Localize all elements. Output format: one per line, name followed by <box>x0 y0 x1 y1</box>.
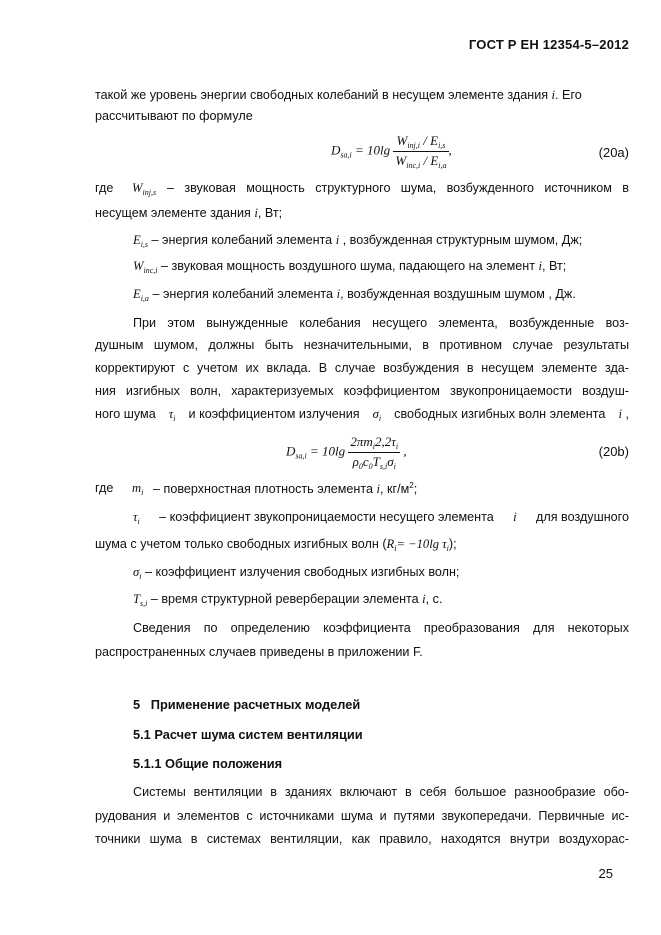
para2-line2: душным шумом, должны быть незначительными, в противном случае результаты <box>95 338 629 352</box>
def-tau: $\tau_i$ – коэффициент звукопроницаемости несущего элемента i для воздушного <box>133 510 629 526</box>
document-header: ГОСТ Р ЕН 12354-5–2012 <box>468 37 629 52</box>
para2-line5: ного шума $\tau_i$ и коэффициентом излучения $\sigma_i$ свободных изгибных волн элемента i , <box>95 407 629 423</box>
def-w-injs-cont: несущем элементе здания i, Вт; <box>95 206 283 220</box>
para3-line2: распространенных случаев приведены в приложении F. <box>95 645 423 659</box>
equation-20b: $D_{sa,i} = 10\lg$ $\frac{2\pi m_i2,2\tau_i}{\rho_0c_0T_{s,i}\sigma_i}$ , <box>286 434 407 471</box>
def-e-ia: $E_{i,a}$ – энергия колебаний элемента i, возбужденная воздушным шумом , Дж. <box>133 287 576 303</box>
para1-line1: такой же уровень энергии свободных колебаний в несущем элементе здания i. Его <box>95 88 582 102</box>
def-t: $T_{s,i}$ – время структурной реверберации элемента i, с. <box>133 592 443 608</box>
def-e-is: $E_{i,s}$ – энергия колебаний элемента i , возбужденная структурным шумом, Дж; <box>133 233 583 249</box>
section-5-1-heading: 5.1 Расчет шума систем вентиляции <box>133 727 363 742</box>
section-5-heading: 5 Применение расчетных моделей <box>133 697 361 712</box>
para4-line3: точники шума в системах вентиляции, как правило, находятся внутри воздухорас- <box>95 832 629 846</box>
def-m: где $m_i$ – поверхностная плотность элемента i, $кг/м^2$; <box>95 481 418 497</box>
para4-line2: рудования и элементов с источниками шума и путями звукопередачи. Первичные ис- <box>95 809 629 823</box>
para4-line1: Системы вентиляции в зданиях включают в себя большое разнообразие обо- <box>133 785 629 799</box>
equation-20b-number: (20b) <box>598 444 629 459</box>
para3-line1: Сведения по определению коэффициента преобразования для некоторых <box>133 621 629 635</box>
equation-20a-number: (20a) <box>598 145 629 160</box>
para1-line2: рассчитывают по формуле <box>95 109 253 123</box>
page-number: 25 <box>598 866 613 881</box>
def-w-injs: где $W_{inj,s}$ – звуковая мощность структурного шума, возбужденного источником в <box>95 181 629 197</box>
para2-line3: корректируют с учетом их вклада. В случае возбуждения в несущем элементе зда- <box>95 361 629 375</box>
def-w-inc: $W_{inc,i}$ – звуковая мощность воздушного шума, падающего на элемент i, Вт; <box>133 259 567 275</box>
def-sigma: $\sigma_i$ – коэффициент излучения свободных изгибных волн; <box>133 565 460 581</box>
para2-line1: При этом вынужденные колебания несущего элемента, возбужденные воз- <box>133 316 629 330</box>
para2-line4: ния изгибных волн, характеризуемых коэффициентом звукопроницаемости воздуш- <box>95 384 629 398</box>
def-tau-cont: шума с учетом только свободных изгибных волн ($R_i= -10\lg$ $\tau_i$); <box>95 537 457 553</box>
equation-20a: $D_{sa,i} = 10\lg$ $\frac{W_{inj,i} / E_{i,s}}{W_{inc,i} / E_{i,a}}$ , <box>331 133 452 170</box>
section-5-1-1-heading: 5.1.1 Общие положения <box>133 756 283 771</box>
